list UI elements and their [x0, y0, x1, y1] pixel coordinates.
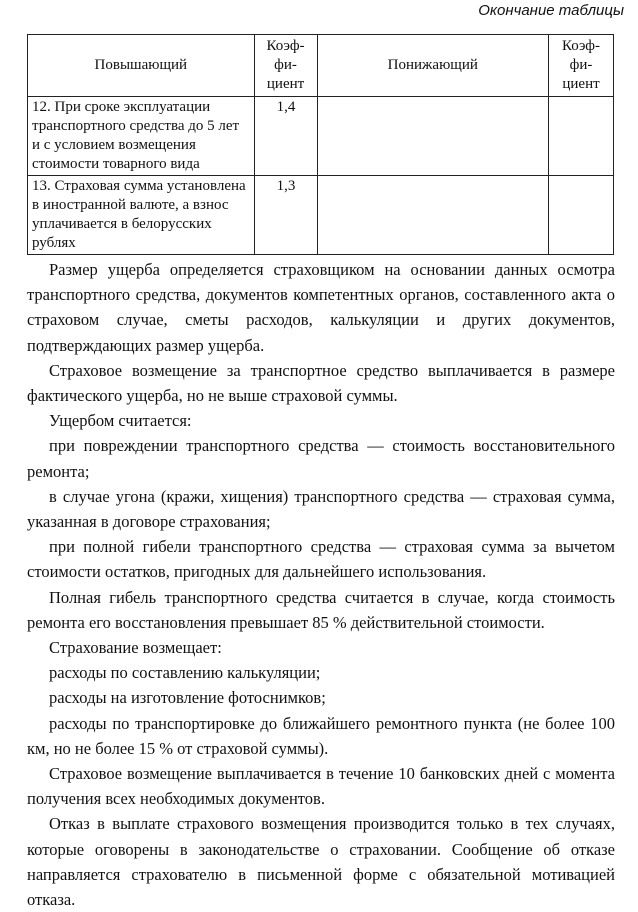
list-item: в случае угона (кражи, хищения) транспортного средства — страховая сумма, указанная в договоре страхования; — [27, 486, 615, 532]
table-row — [28, 97, 614, 176]
list-item: расходы по транспортировке до ближайшего ремонтного пункта (не более 100 км, но не более 15 % от страховой суммы). — [27, 713, 615, 758]
paragraph-total-loss: Полная гибель транспортного средства считается в случае, когда стоимость ремонта его восстановления превышает 85 % действительной стоимости. — [27, 587, 615, 632]
paragraph-refusal: Отказ в выплате страхового возмещения производится только в тех случаях, которые оговорены в законодательстве о страховании. Сообщение об отказе направляется страхователю в письменной форме с обязательной мотивацией отказа. — [27, 814, 615, 910]
document-body — [27, 257, 615, 912]
paragraph-damage-heading: Ущербом считается: — [49, 411, 192, 431]
table-continuation-caption: Окончание таблицы — [478, 2, 624, 19]
header-raising: Повышающий — [28, 35, 255, 97]
paragraph-insurance-covers: Страхование возмещает: — [49, 638, 222, 658]
header-raising-coef: Коэф- фи- циент — [254, 35, 317, 97]
lowering-factor-cell — [317, 176, 549, 255]
lowering-coef-cell — [549, 176, 614, 255]
list-item: расходы на изготовление фотоснимков; — [49, 688, 326, 708]
coefficient-table — [27, 34, 614, 255]
list-item: при полной гибели транспортного средства — страховая сумма за вычетом стоимости остатков, пригодных для дальнейшего использования. — [27, 537, 615, 582]
paragraph-payment-term: Страховое возмещение выплачивается в течение 10 банковских дней с момента получения всех необходимых документов. — [27, 764, 615, 809]
raising-coef-cell: 1,3 — [254, 176, 317, 255]
raising-factor-cell: 13. Страховая сумма установлена в иностранной валюте, а взнос уплачивается в белорусских рублях — [28, 176, 255, 255]
table-header-row — [28, 35, 614, 97]
lowering-coef-cell — [549, 97, 614, 176]
raising-coef-cell: 1,4 — [254, 97, 317, 176]
paragraph-compensation-limit: Страховое возмещение за транспортное средство выплачивается в размере фактического ущерба, но не выше страховой суммы. — [27, 360, 615, 406]
raising-factor-cell: 12. При сроке эксплуатации транспортного средства до 5 лет и с условием возмещения стоимости товарного вида — [28, 97, 255, 176]
lowering-factor-cell — [317, 97, 549, 176]
table-row — [28, 176, 614, 255]
list-item: расходы по составлению калькуляции; — [49, 663, 321, 683]
paragraph-damage-definition: Размер ущерба определяется страховщиком на основании данных осмотра транспортного средства, документов компетентных органов, составленного акта о страховом случае, сметы расходов, калькуляции и других документов, подтверждающих размер ущерба. — [27, 260, 615, 355]
header-lowering-coef: Коэф- фи- циент — [549, 35, 614, 97]
header-lowering: Понижающий — [317, 35, 549, 97]
list-item: при повреждении транспортного средства — стоимость восстановительного ремонта; — [27, 436, 615, 481]
